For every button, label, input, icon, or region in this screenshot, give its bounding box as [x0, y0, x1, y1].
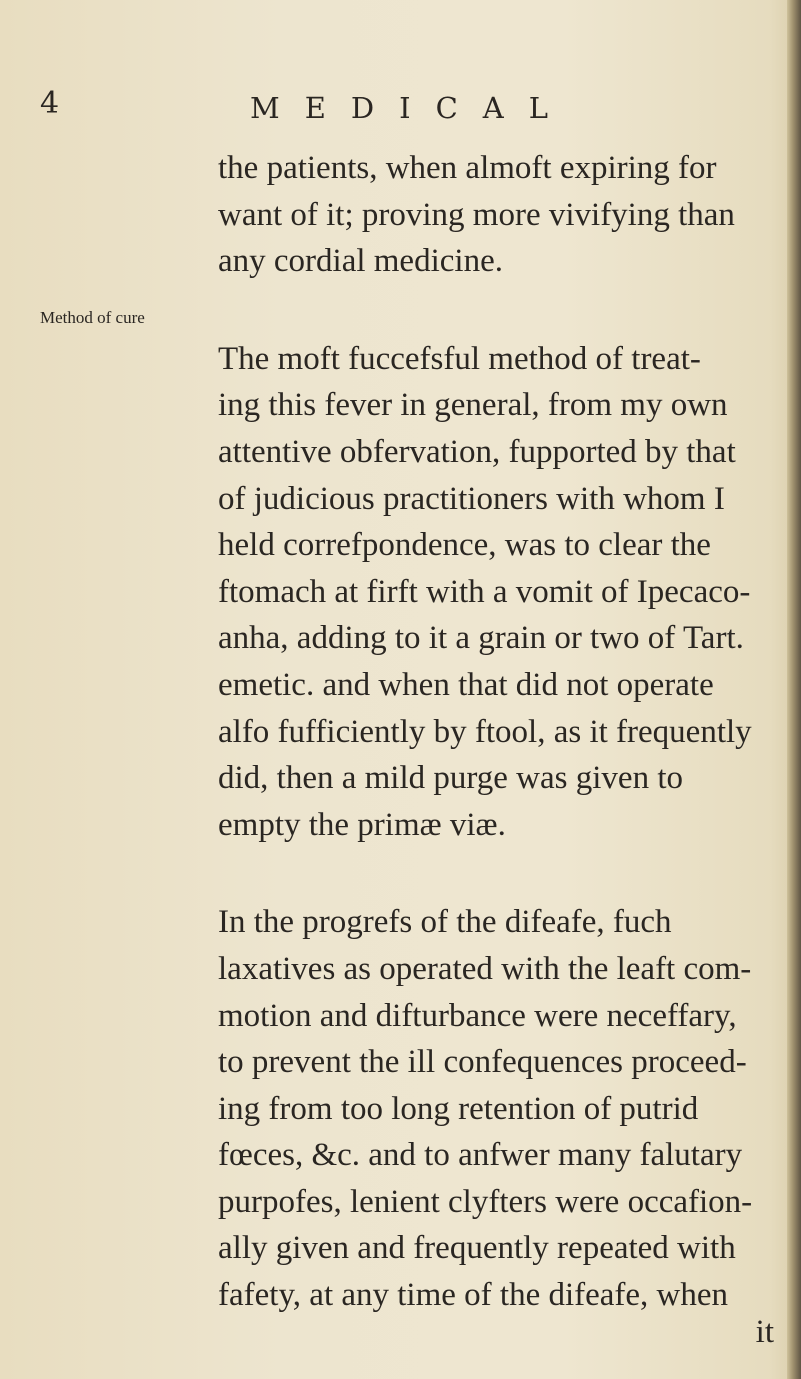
paragraph-3: [218, 899, 778, 1318]
text-line: ing from too long retention of putrid: [218, 1090, 699, 1127]
text-line: attentive obfervation, fupported by that: [218, 433, 736, 470]
text-line: laxatives as operated with the leaft com-: [218, 950, 752, 987]
text-line: ftomach at firft with a vomit of Ipecaco-: [218, 573, 751, 610]
text-line: fœces, &c. and to anfwer many falutary: [218, 1137, 743, 1174]
paragraph-1: [218, 145, 778, 285]
margin-note: Method of cure: [40, 308, 145, 327]
paragraph-2: [218, 336, 778, 849]
text-line: In the progrefs of the difeafe, fuch: [218, 904, 672, 941]
text-line: any cordial medicine.: [218, 243, 503, 280]
text-line: empty the primæ viæ.: [218, 806, 506, 843]
text-line: want of it; proving more vivifying than: [218, 196, 735, 233]
running-head: MEDICAL: [250, 91, 573, 125]
text-line: The moft fuccefsful method of treat-: [218, 340, 701, 377]
text-line: did, then a mild purge was given to: [218, 760, 683, 797]
body-text: [218, 145, 778, 1350]
text-line: alfo fufficiently by ftool, as it frequently: [218, 713, 752, 750]
text-line: ing this fever in general, from my own: [218, 387, 728, 424]
text-line: to prevent the ill confequences proceed-: [218, 1044, 747, 1081]
text-line: purpofes, lenient clyfters were occafion-: [218, 1183, 753, 1220]
page-number: 4: [40, 86, 60, 121]
text-line: anha, adding to it a grain or two of Tart.: [218, 620, 744, 657]
text-line: fafety, at any time of the difeafe, when: [218, 1277, 729, 1314]
page-edge-shadow: [787, 0, 801, 1379]
text-line: the patients, when almoft expiring for: [218, 150, 717, 186]
catchword: it: [755, 1313, 774, 1350]
text-line: of judicious practitioners with whom I: [218, 480, 725, 517]
text-line: motion and difturbance were neceffary,: [218, 997, 737, 1034]
text-line: ally given and frequently repeated with: [218, 1230, 736, 1267]
text-line: held correfpondence, was to clear the: [218, 527, 711, 564]
text-line: emetic. and when that did not operate: [218, 666, 714, 703]
